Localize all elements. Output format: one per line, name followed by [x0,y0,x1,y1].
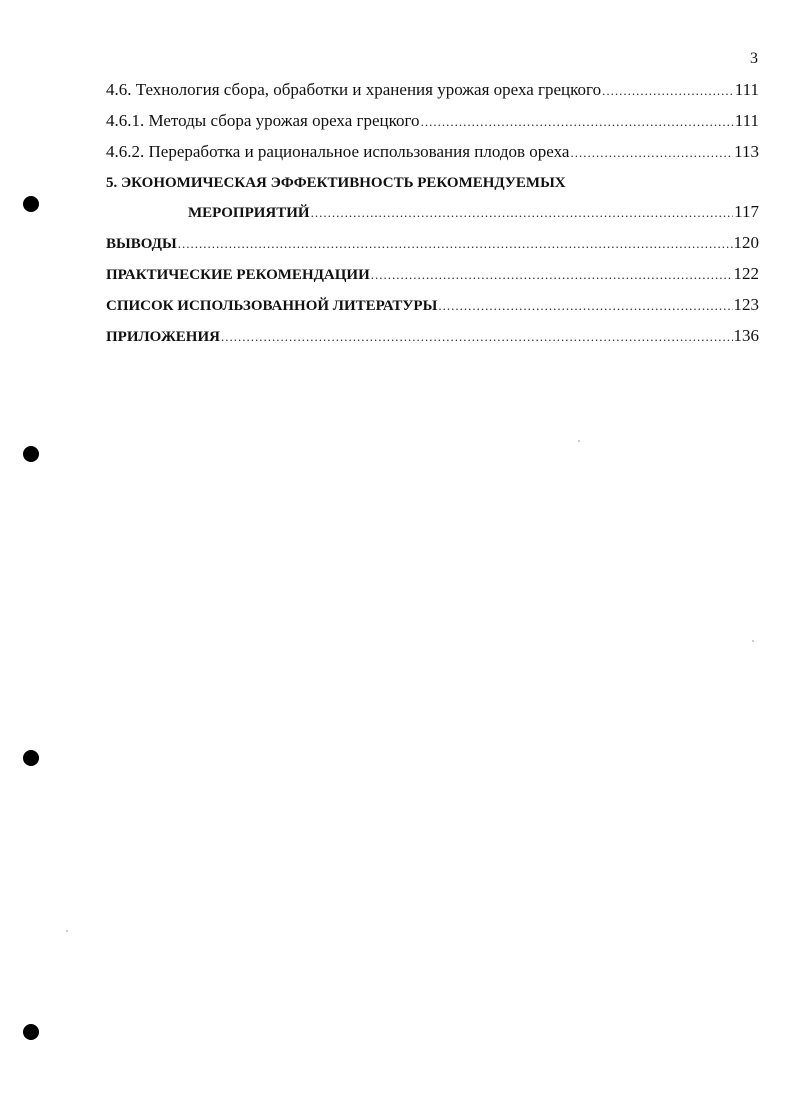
punch-hole [23,446,39,462]
toc-entry-title: ПРАКТИЧЕСКИЕ РЕКОМЕНДАЦИИ [106,267,370,283]
toc-leader-dots [421,110,734,134]
toc-leader-dots [178,232,733,256]
toc-entry-title: 4.6. Технология сбора, обработки и хранения урожая ореха грецкого [106,80,602,99]
toc-entry-page: 117 [734,202,759,221]
table-of-contents [106,78,759,355]
toc-entry-page: 111 [734,80,759,99]
toc-leader-dots [570,141,733,165]
toc-leader-dots [371,263,733,287]
scan-speck [578,440,580,442]
punch-hole [23,1024,39,1040]
scan-speck [752,640,754,642]
toc-entry-title: МЕРОПРИЯТИЙ [188,205,310,221]
toc-entry-page: 120 [733,233,759,252]
toc-entry-page: 122 [733,264,759,283]
toc-entry-page: 136 [733,326,759,345]
punch-hole [23,196,39,212]
toc-entry-title: ПРИЛОЖЕНИЯ [106,329,220,345]
toc-entry-page: 123 [733,295,759,314]
scan-speck [66,930,68,932]
toc-leader-dots [602,79,734,103]
toc-leader-dots [438,294,732,318]
toc-entry [106,109,759,140]
toc-entry-page: 111 [734,111,759,130]
toc-entry-title: 5. ЭКОНОМИЧЕСКАЯ ЭФФЕКТИВНОСТЬ РЕКОМЕНДУЕМЫХ [106,175,566,191]
toc-entry [106,78,759,109]
toc-entry [106,324,759,355]
page-number: 3 [750,50,758,67]
toc-entry-title: СПИСОК ИСПОЛЬЗОВАННОЙ ЛИТЕРАТУРЫ [106,298,438,314]
toc-entry [106,231,759,262]
toc-entry [106,140,759,171]
toc-entry-page: 113 [734,142,759,161]
toc-entry-title: ВЫВОДЫ [106,236,177,252]
toc-leader-dots [311,201,734,225]
toc-entry-title: 4.6.1. Методы сбора урожая ореха грецкого [106,111,420,130]
toc-entry [106,293,759,324]
toc-entry [106,171,759,200]
toc-leader-dots [221,325,733,349]
toc-entry [106,262,759,293]
toc-entry-title: 4.6.2. Переработка и рациональное использования плодов ореха [106,142,570,161]
toc-entry [106,200,759,231]
punch-hole [23,750,39,766]
